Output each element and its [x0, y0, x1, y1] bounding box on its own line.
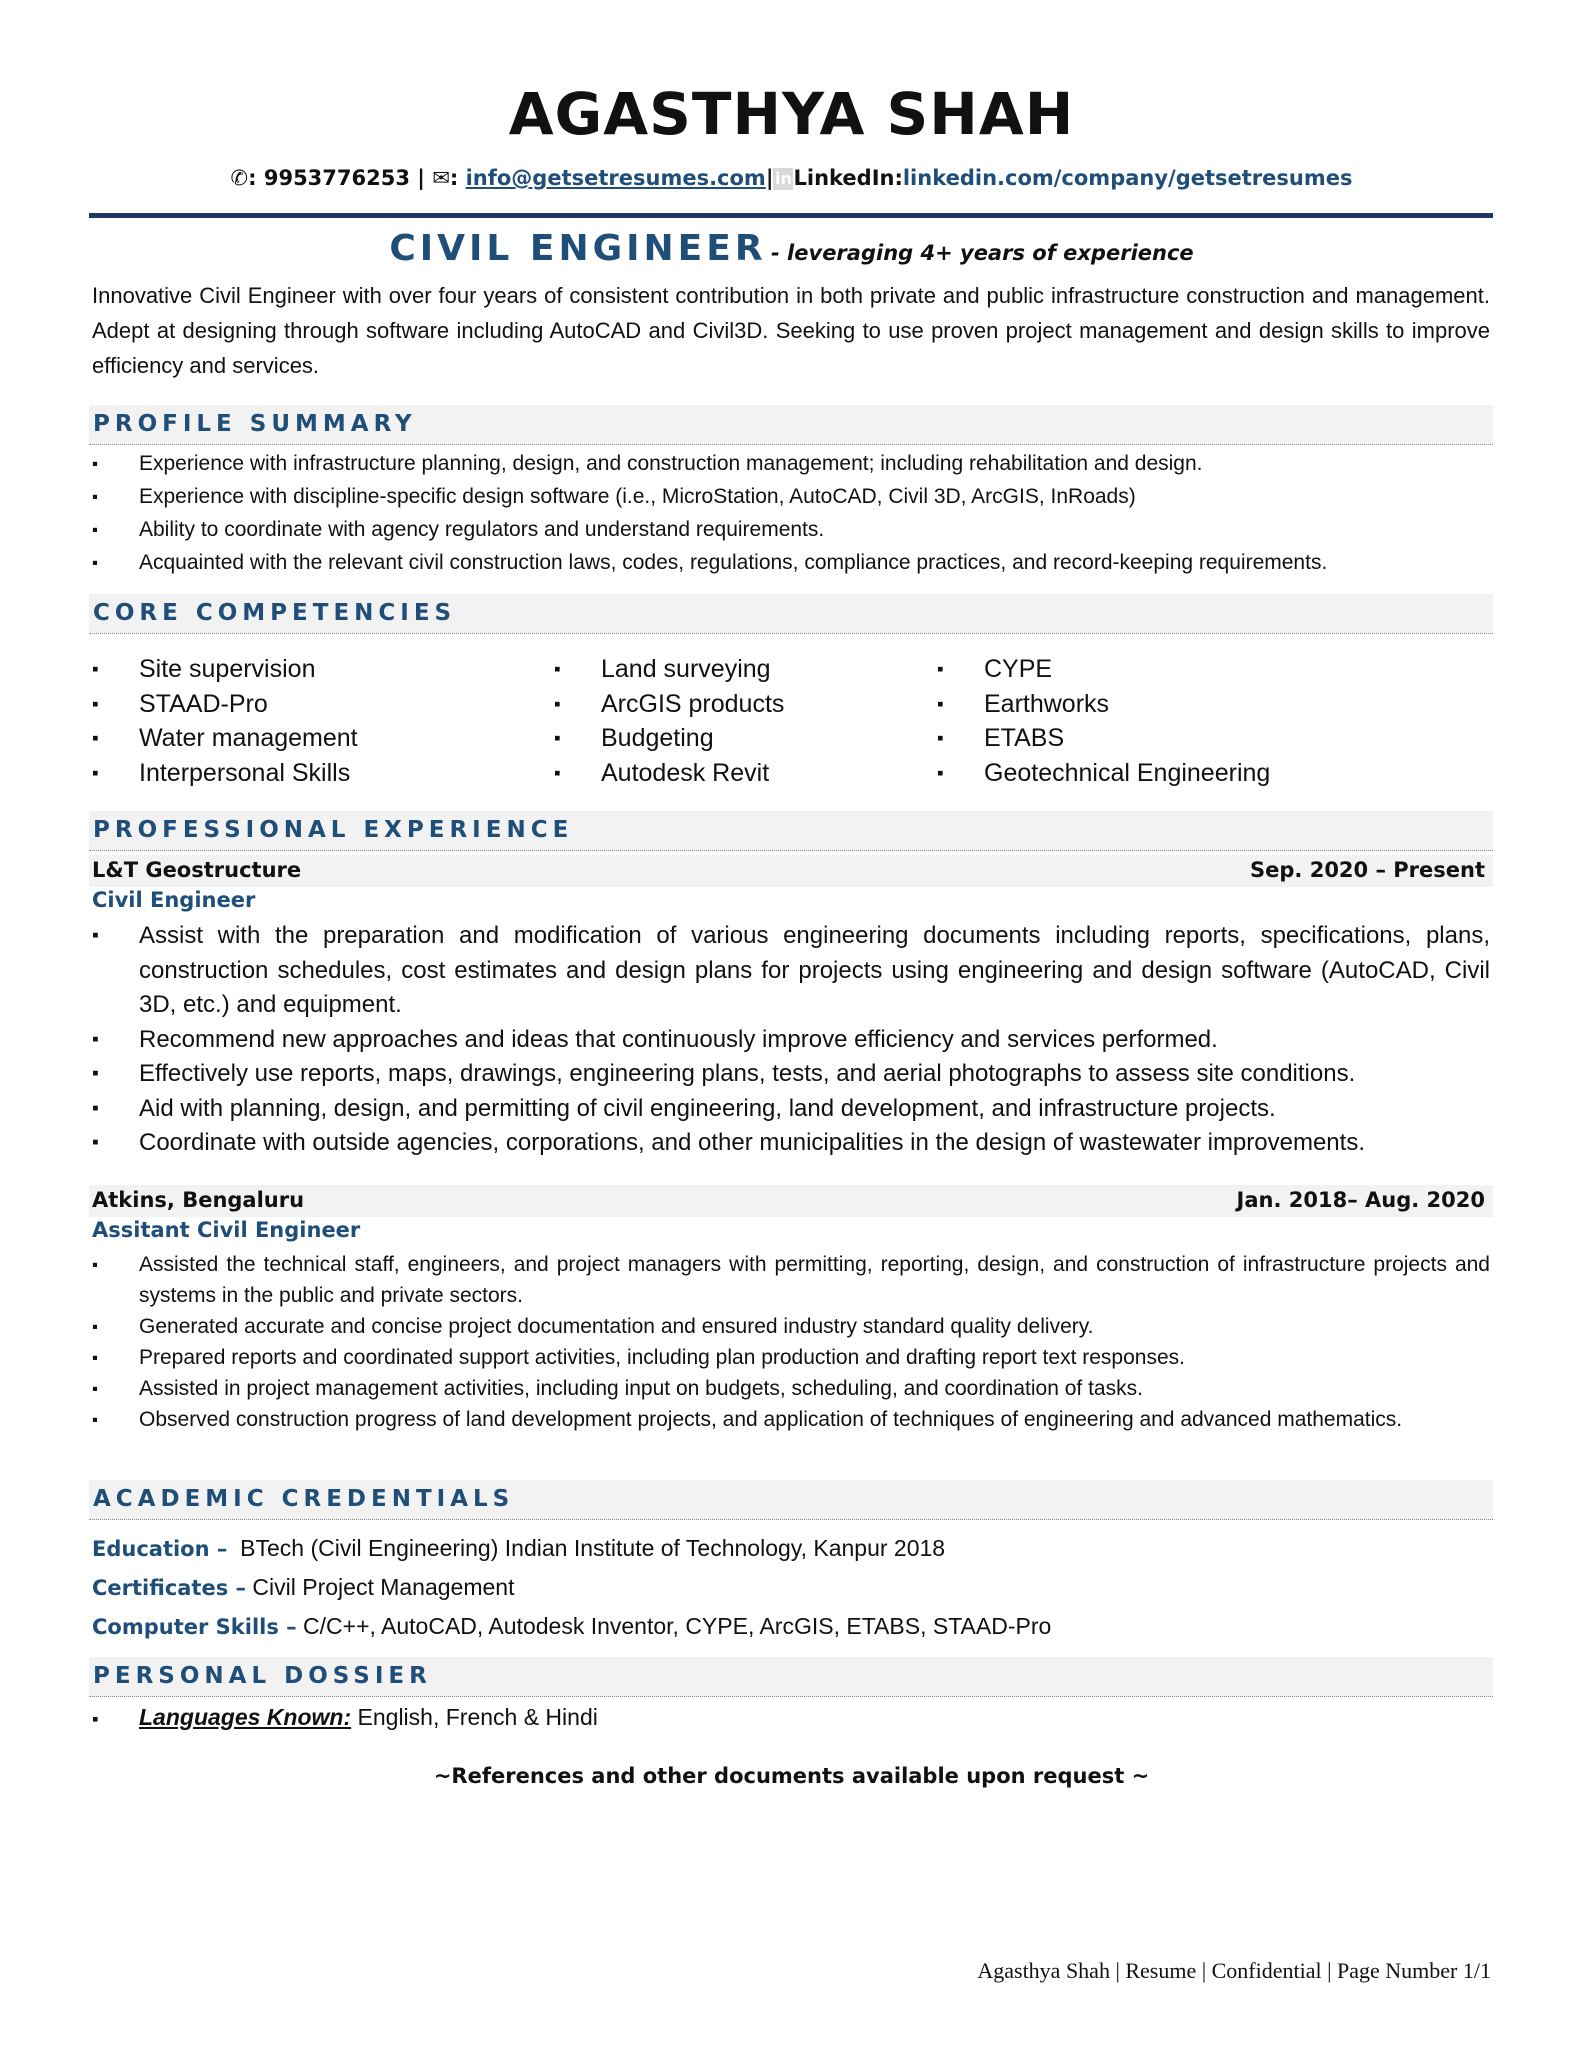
list-item: ▪ ETABS [937, 721, 1270, 756]
job-dates: Sep. 2020 – Present [1250, 858, 1485, 882]
list-item: ▪ Assist with the preparation and modification of various engineering documents including reports, specifications, plans, construction schedules, cost estimates and design plans for projects using engineering and design software (AutoCAD, Civil 3D, etc.) and equipment. [92, 919, 1490, 1023]
list-item: ▪ Acquainted with the relevant civil construction laws, codes, regulations, compliance practices, and record-keeping requirements. [92, 546, 1490, 579]
list-item: ▪ Ability to coordinate with agency regulators and understand requirements. [92, 513, 1490, 546]
linkedin-icon: in [775, 169, 792, 188]
languages-line: ▪ Languages Known: English, French & Hindi [92, 1704, 598, 1730]
languages-label: Languages Known: [139, 1704, 352, 1730]
list-item: ▪ Observed construction progress of land development projects, and application of techniques of engineering and advanced mathematics. [92, 1404, 1490, 1435]
list-item: ▪ Generated accurate and concise project documentation and ensured industry standard quality delivery. [92, 1311, 1490, 1342]
section-personal-dossier: PERSONAL DOSSIER [89, 1657, 1493, 1697]
list-item: ▪ Assisted the technical staff, engineers, and project managers with permitting, reporting, design, and construction of infrastructure projects and systems in the public and private sectors. [92, 1249, 1490, 1311]
references-note: ~References and other documents available upon request ~ [433, 1764, 1150, 1788]
computer-skills-line: Computer Skills – C/C++, AutoCAD, Autodesk Inventor, CYPE, ArcGIS, ETABS, STAAD-Pro [92, 1613, 1052, 1639]
phone-icon: ✆ [230, 166, 249, 190]
headline [0, 228, 1583, 269]
languages-value: English, French & Hindi [357, 1704, 598, 1730]
list-item: ▪ STAAD-Pro [92, 687, 358, 722]
job-header-2 [89, 1185, 1493, 1217]
list-item: ▪ Effectively use reports, maps, drawings, engineering plans, tests, and aerial photographs to assess site conditions. [92, 1057, 1490, 1092]
envelope-icon: ✉ [432, 166, 450, 190]
list-item: ▪ Budgeting [554, 721, 784, 756]
company-name: L&T Geostructure [92, 858, 302, 882]
section-academic-credentials: ACADEMIC CREDENTIALS [89, 1480, 1493, 1520]
certificates-line: Certificates – Civil Project Management [92, 1574, 515, 1600]
competency-column-3 [937, 652, 1270, 790]
list-item: ▪ Recommend new approaches and ideas that continuously improve efficiency and services performed. [92, 1023, 1490, 1058]
competency-column-1 [92, 652, 358, 790]
job-role: Assitant Civil Engineer [92, 1218, 361, 1242]
section-core-competencies: CORE COMPETENCIES [89, 594, 1493, 634]
summary-paragraph: Innovative Civil Engineer with over four years of consistent contribution in both private and public infrastructure construction and management. Adept at designing through software including AutoCAD and Civil3D. Seeking to use proven project management and design skills to improve efficiency and services. [92, 283, 1490, 378]
list-item: ▪ Assisted in project management activities, including input on budgets, scheduling, and coordination of tasks. [92, 1373, 1490, 1404]
list-item: ▪ Autodesk Revit [554, 756, 784, 791]
job-dates: Jan. 2018– Aug. 2020 [1236, 1188, 1485, 1212]
list-item: ▪ Water management [92, 721, 358, 756]
email-link[interactable]: info@getsetresumes.com [465, 166, 766, 190]
competency-column-2 [554, 652, 784, 790]
candidate-name: AGASTHYA SHAH [508, 80, 1075, 148]
list-item: ▪ Prepared reports and coordinated support activities, including plan production and drafting report text responses. [92, 1342, 1490, 1373]
list-item: ▪ Geotechnical Engineering [937, 756, 1270, 791]
job-1-bullets [92, 919, 1490, 1161]
company-name: Atkins, Bengaluru [92, 1188, 305, 1212]
list-item: ▪ CYPE [937, 652, 1270, 687]
list-item: ▪ Site supervision [92, 652, 358, 687]
profile-list [92, 447, 1490, 579]
job-header-1 [89, 855, 1493, 887]
role-tagline: - leveraging 4+ years of experience [771, 241, 1194, 265]
section-professional-experience: PROFESSIONAL EXPERIENCE [89, 811, 1493, 851]
linkedin-label: LinkedIn: [793, 166, 903, 190]
list-item: ▪ Coordinate with outside agencies, corporations, and other municipalities in the design of wastewater improvements. [92, 1126, 1490, 1161]
section-profile-summary: PROFILE SUMMARY [89, 405, 1493, 445]
list-item: ▪ Experience with discipline-specific design software (i.e., MicroStation, AutoCAD, Civil 3D, ArcGIS, InRoads) [92, 480, 1490, 513]
list-item: ▪ Aid with planning, design, and permitting of civil engineering, land development, and infrastructure projects. [92, 1092, 1490, 1127]
job-role: Civil Engineer [92, 888, 256, 912]
list-item: ▪ ArcGIS products [554, 687, 784, 722]
header-divider [89, 213, 1493, 218]
linkedin-link[interactable]: linkedin.com/company/getsetresumes [902, 166, 1353, 190]
phone-number: 9953776253 [263, 166, 410, 190]
list-item: ▪ Experience with infrastructure planning, design, and construction management; including rehabilitation and design. [92, 447, 1490, 480]
page-footer: Agasthya Shah | Resume | Confidential | Page Number 1/1 [977, 1958, 1491, 1983]
contact-line: ✆: 9953776253 | ✉: info@getsetresumes.com|inLinkedIn:linkedin.com/company/getsetresumes [230, 166, 1353, 190]
list-item: ▪ Land surveying [554, 652, 784, 687]
education-line: Education – BTech (Civil Engineering) Indian Institute of Technology, Kanpur 2018 [92, 1535, 946, 1561]
list-item: ▪ Earthworks [937, 687, 1270, 722]
role-title: CIVIL ENGINEER [389, 228, 767, 269]
list-item: ▪ Interpersonal Skills [92, 756, 358, 791]
job-2-bullets [92, 1249, 1490, 1435]
